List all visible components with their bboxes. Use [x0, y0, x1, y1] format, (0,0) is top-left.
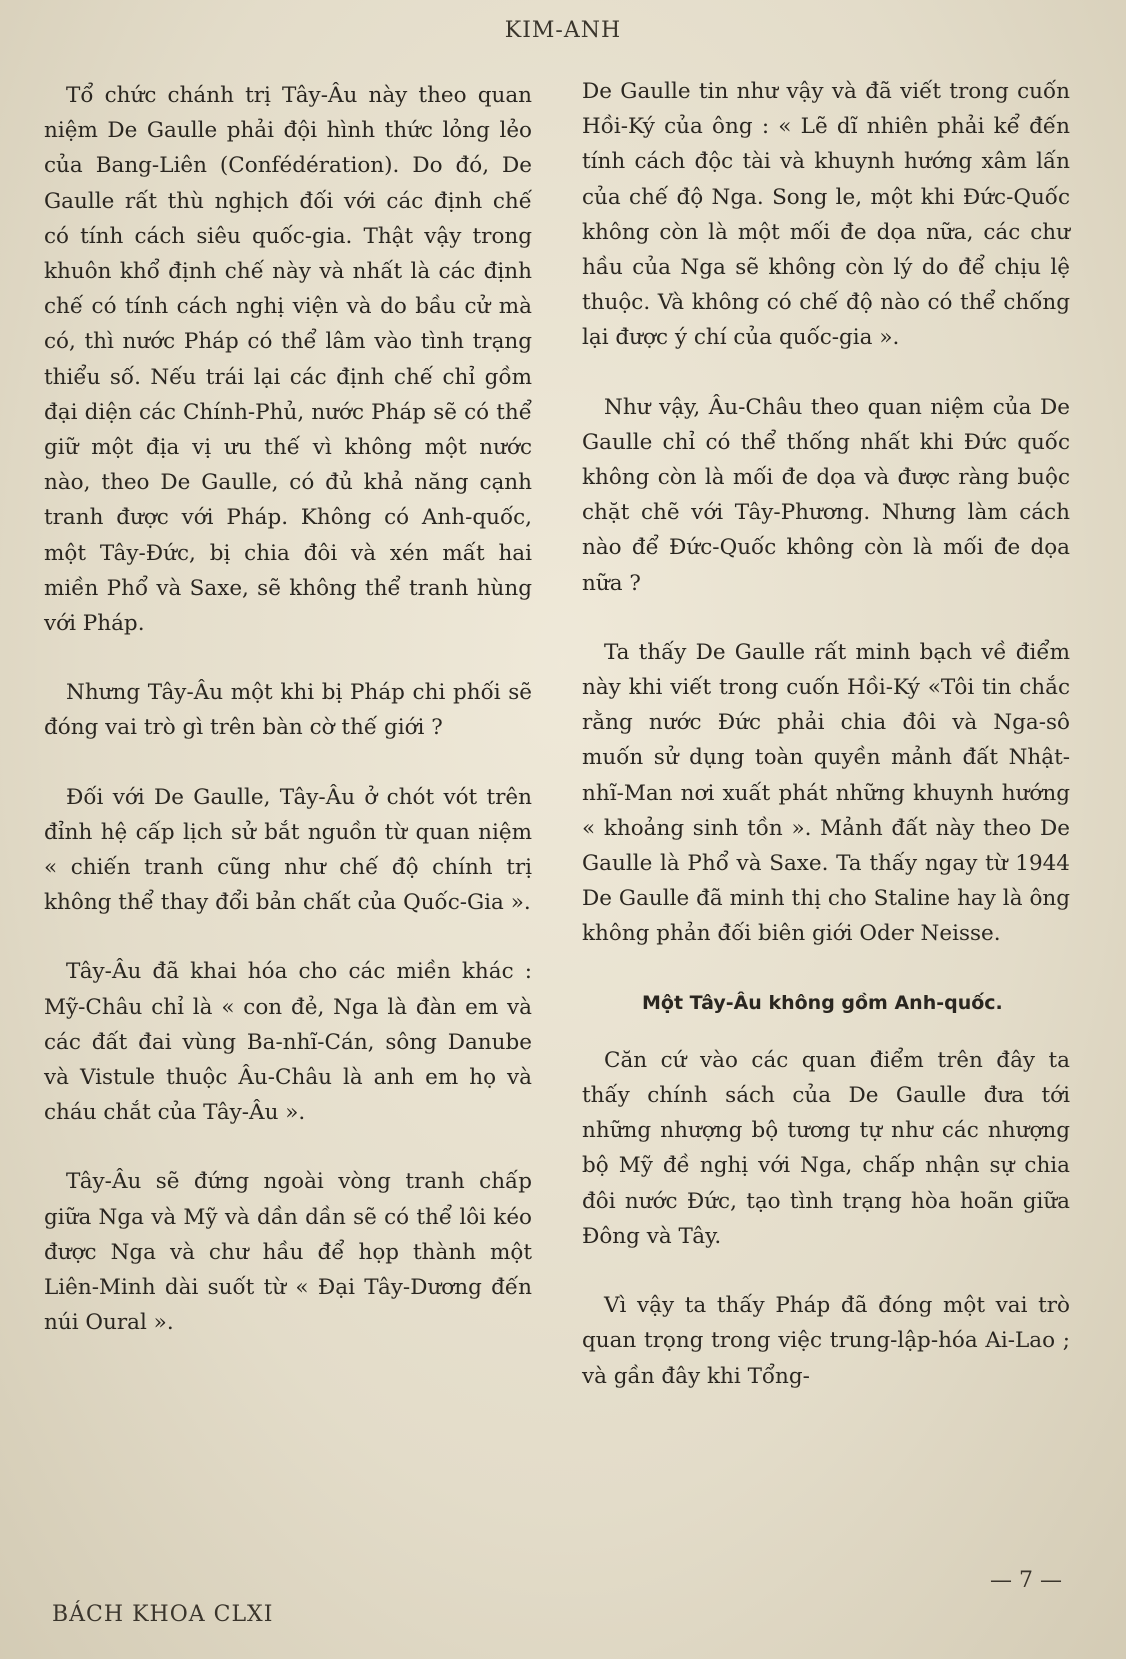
publication-footer: BÁCH KHOA CLXI: [52, 1602, 274, 1627]
right-column: [582, 74, 1070, 1428]
page-number: — 7 —: [990, 1568, 1062, 1593]
paragraph: Tổ chức chánh trị Tây-Âu này theo quan niệm De Gaulle phải đội hình thức lỏng lẻo của Bang-Liên (Confédération). Do đó, De Gaulle rất thù nghịch đối với các định chế có tính cách siêu quốc-gia. Thật vậy trong khuôn khổ định chế này và nhất là các định chế có tính cách nghị viện và do bầu cử mà có, thì nước Pháp có thể lâm vào tình trạng thiểu số. Nếu trái lại các định chế chỉ gồm đại diện các Chính-Phủ, nước Pháp sẽ có thể giữ một địa vị ưu thế vì không một nước nào, theo De Gaulle, có đủ khả năng cạnh tranh được với Pháp. Không có Anh-quốc, một Tây-Đức, bị chia đôi và xén mất hai miền Phổ và Saxe, sẽ không thể tranh hùng với Pháp.: [44, 83, 532, 637]
paragraph: Vì vậy ta thấy Pháp đã đóng một vai trò quan trọng trong việc trung-lập-hóa Ai-Lao ; và gần đây khi Tổng-: [582, 1293, 1070, 1389]
paragraph: Tây-Âu đã khai hóa cho các miền khác : Mỹ-Châu chỉ là « con đẻ, Nga là đàn em và các đất đai vùng Ba-nhĩ-Cán, sông Danube và Vistule thuộc Âu-Châu là anh em họ và cháu chắt của Tây-Âu ».: [44, 959, 532, 1126]
section-heading: Một Tây-Âu không gồm Anh-quốc.: [642, 991, 1003, 1014]
paragraph: Ta thấy De Gaulle rất minh bạch về điểm này khi viết trong cuốn Hồi-Ký «Tôi tin chắc rằng nước Đức phải chia đôi và Nga-sô muốn sử dụng toàn quyền mảnh đất Nhật-nhĩ-Man nơi xuất phát những khuynh hướng « khoảng sinh tồn ». Mảnh đất này theo De Gaulle là Phổ và Saxe. Ta thấy ngay từ 1944 De Gaulle đã minh thị cho Staline hay là ông không phản đối biên giới Oder Neisse.: [582, 639, 1070, 947]
paragraph: Như vậy, Âu-Châu theo quan niệm của De Gaulle chỉ có thể thống nhất khi Đức quốc không còn là mối đe dọa và được ràng buộc chặt chẽ với Tây-Phương. Nhưng làm cách nào để Đức-Quốc không còn là mối đe dọa nữa ?: [582, 394, 1070, 596]
left-column: [44, 78, 532, 1375]
paragraph: Nhưng Tây-Âu một khi bị Pháp chi phối sẽ đóng vai trò gì trên bàn cờ thế giới ?: [44, 680, 532, 741]
running-header: KIM-ANH: [504, 18, 622, 43]
paragraph: Căn cứ vào các quan điểm trên đây ta thấy chính sách của De Gaulle đưa tới những nhượng bộ tương tự như các nhượng bộ Mỹ đề nghị với Nga, chấp nhận sự chia đôi nước Đức, tạo tình trạng hòa hoãn giữa Đông và Tây.: [582, 1047, 1070, 1249]
paragraph: Tây-Âu sẽ đứng ngoài vòng tranh chấp giữa Nga và Mỹ và dần dần sẽ có thể lôi kéo được Nga và chư hầu để họp thành một Liên-Minh dài suốt từ « Đại Tây-Dương đến núi Oural ».: [44, 1169, 532, 1336]
paragraph: Đối với De Gaulle, Tây-Âu ở chót vót trên đỉnh hệ cấp lịch sử bắt nguồn từ quan niệm « chiến tranh cũng như chế độ chính trị không thể thay đổi bản chất của Quốc-Gia ».: [44, 784, 532, 916]
paragraph: De Gaulle tin như vậy và đã viết trong cuốn Hồi-Ký của ông : « Lẽ dĩ nhiên phải kể đến tính cách độc tài và khuynh hướng xâm lấn của chế độ Nga. Song le, một khi Đức-Quốc không còn là một mối đe dọa nữa, các chư hầu của Nga sẽ không còn lý do để chịu lệ thuộc. Và không có chế độ nào có thể chống lại được ý chí của quốc-gia ».: [582, 79, 1070, 351]
